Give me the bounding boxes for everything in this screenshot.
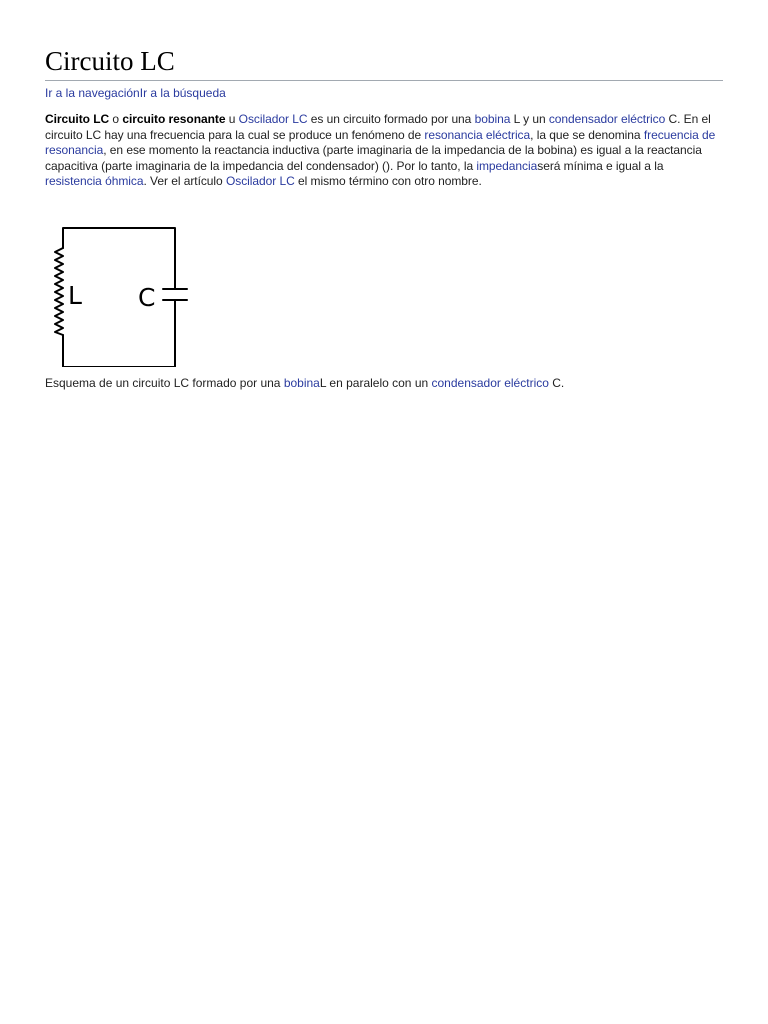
circuit-wire-top [63,228,175,289]
lead-text: u [225,112,239,126]
lead-text: el mismo término con otro nombre. [294,174,482,189]
lead-text: será mínima e igual a la [537,158,664,173]
capacitor-label: C [138,282,156,312]
lead-text: L y un [510,112,549,126]
caption-link-condensador-electrico[interactable]: condensador eléctrico [431,375,549,390]
jump-links [45,85,723,101]
caption-link-bobina[interactable]: bobina [283,375,320,390]
caption-text: C. [548,375,565,390]
link-oscilador-lc-2[interactable]: Oscilador LC [225,174,295,189]
inductor-label: L [68,280,82,310]
article-content [45,44,723,391]
jump-to-navigation-link[interactable]: Ir a la navegación [45,86,140,100]
link-frecuencia-de-resonancia[interactable]: frecuencia de resonancia [45,127,716,158]
lc-circuit-figure[interactable] [45,222,195,367]
link-resistencia-ohmica[interactable]: resistencia óhmica [45,174,144,189]
caption-text: Esquema de un circuito LC formado por una [45,375,284,390]
term-circuito-resonante: circuito resonante [122,112,226,126]
link-condensador-electrico[interactable]: condensador eléctrico [548,112,666,126]
lead-text: o [109,112,123,126]
link-impedancia[interactable]: impedancia [476,158,538,173]
lead-text: C. En el circuito LC hay una frecuencia para la cual se produce un fenómeno de [45,112,711,142]
inductor-coil [55,248,63,335]
jump-to-search-link[interactable]: Ir a la búsqueda [139,86,226,100]
lead-text: , la que se denomina [530,127,644,142]
page-title: Circuito LC [45,44,723,81]
lc-circuit-diagram [45,222,195,367]
lead-paragraph [45,112,723,190]
circuit-wire-bottom [63,300,175,367]
term-circuito-lc: Circuito LC [45,112,110,126]
lead-text: . Ver el artículo [143,174,226,189]
figure-caption [45,375,723,391]
caption-text: L en paralelo con un [319,375,432,390]
lead-text: es un circuito formado por una [307,112,475,126]
lead-text: , en ese momento la reactancia inductiva (parte imaginaria de la impedancia de la bobina) es igual a la reactancia capacitiva (parte imaginaria de la impedancia del condensador) (). Por lo tanto, la [45,143,702,173]
link-oscilador-lc[interactable]: Oscilador LC [238,112,308,126]
link-bobina[interactable]: bobina [474,112,511,126]
link-resonancia-electrica[interactable]: resonancia eléctrica [424,127,531,142]
